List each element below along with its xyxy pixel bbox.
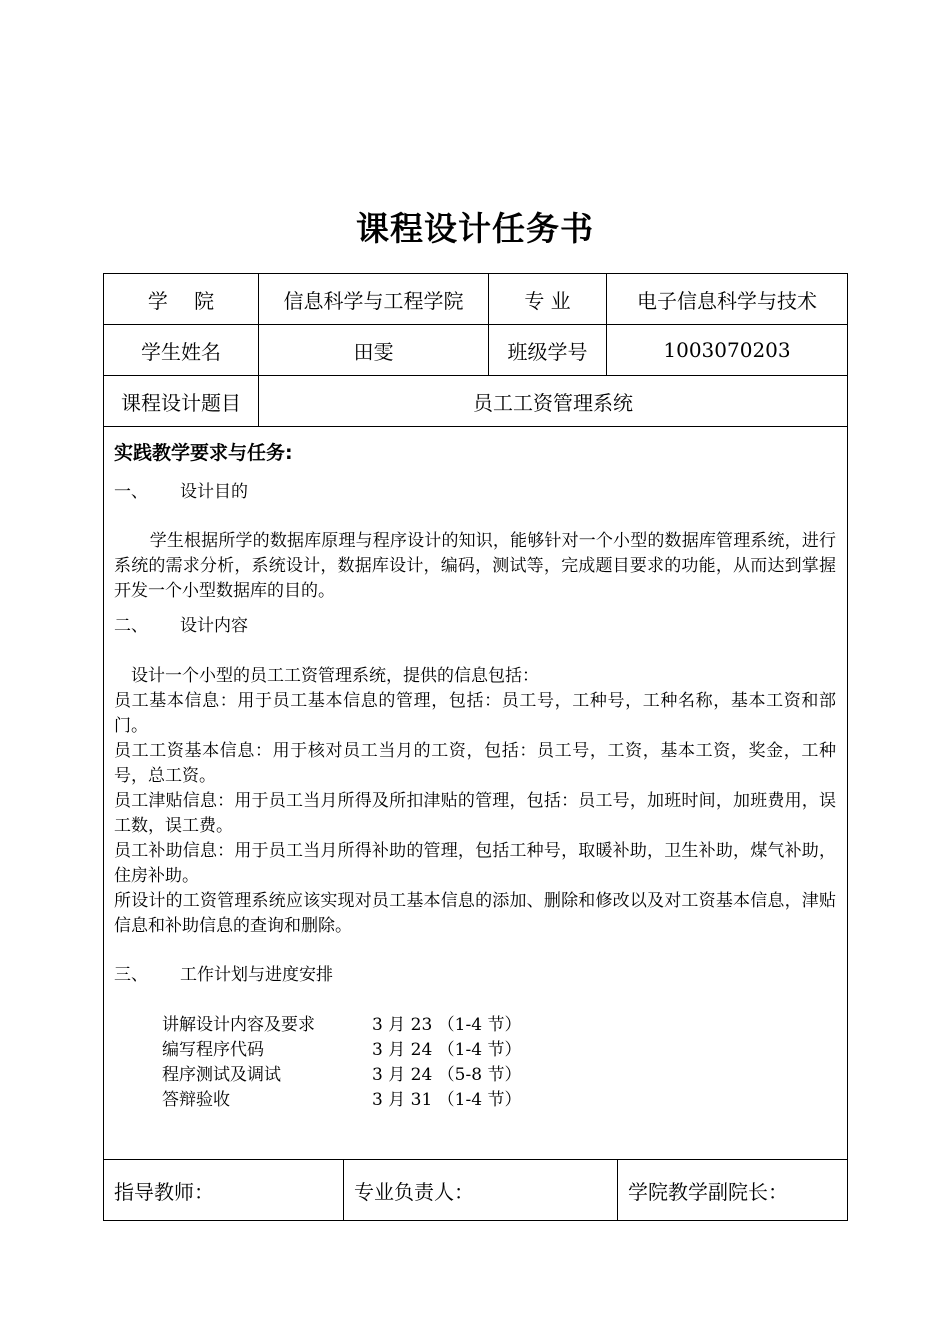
schedule-item <box>162 1038 521 1063</box>
section-2-title: 设计内容 <box>180 616 248 636</box>
section-3-heading <box>114 963 333 988</box>
name-value: 田雯 <box>259 325 489 376</box>
vice-dean-signature: 学院教学副院长： <box>618 1160 848 1221</box>
schedule-date: 3 月 24 （5-8 节） <box>372 1065 522 1085</box>
topic-row <box>104 376 848 427</box>
section-2-item-2: 员工工资基本信息：用于核对员工当月的工资，包括：员工号，工资，基本工资，奖金，工种号，总工资。 <box>114 741 836 786</box>
section-2-heading <box>114 614 248 639</box>
requirements-heading: 实践教学要求与任务: <box>114 442 293 464</box>
class-value: 1003070203 <box>607 325 848 376</box>
topic-label: 课程设计题目 <box>104 376 259 427</box>
schedule-date: 3 月 23 （1-4 节） <box>372 1015 522 1035</box>
signature-row <box>104 1160 848 1221</box>
section-1-heading <box>114 480 248 505</box>
schedule-item <box>162 1063 521 1088</box>
major-head-signature: 专业负责人： <box>344 1160 618 1221</box>
section-3-number: 三、 <box>114 965 148 985</box>
student-row <box>104 325 848 376</box>
schedule-task: 编写程序代码 <box>162 1040 264 1060</box>
document-title: 课程设计任务书 <box>356 209 594 248</box>
topic-value: 员工工资管理系统 <box>259 376 848 427</box>
schedule-task: 讲解设计内容及要求 <box>162 1015 315 1035</box>
college-row <box>104 274 848 325</box>
schedule-date: 3 月 24 （1-4 节） <box>372 1040 522 1060</box>
section-1-title: 设计目的 <box>180 482 248 502</box>
schedule-date: 3 月 31 （1-4 节） <box>372 1090 522 1110</box>
schedule-item <box>162 1088 521 1113</box>
advisor-signature: 指导教师： <box>104 1160 344 1221</box>
task-form-table <box>103 273 848 1221</box>
section-3-title: 工作计划与进度安排 <box>180 965 333 985</box>
college-value: 信息科学与工程学院 <box>259 274 489 325</box>
major-value: 电子信息科学与技术 <box>607 274 848 325</box>
section-1-paragraph: 学生根据所学的数据库原理与程序设计的知识，能够针对一个小型的数据库管理系统，进行系统的需求分析，系统设计，数据库设计，编码，测试等，完成题目要求的功能，从而达到掌握开发一个小型数据库的目的。 <box>114 531 836 601</box>
class-label: 班级学号 <box>489 325 607 376</box>
section-2-item-5: 所设计的工资管理系统应该实现对员工基本信息的添加、删除和修改以及对工资基本信息，津贴信息和补助信息的查询和删除。 <box>114 891 836 936</box>
section-2-number: 二、 <box>114 616 148 636</box>
schedule-task: 程序测试及调试 <box>162 1065 281 1085</box>
name-label: 学生姓名 <box>104 325 259 376</box>
content-cell <box>104 427 848 1160</box>
schedule-item <box>162 1013 521 1038</box>
section-1-number: 一、 <box>114 482 148 502</box>
section-2-item-1: 员工基本信息：用于员工基本信息的管理，包括：员工号，工种号，工种名称，基本工资和部门。 <box>114 691 836 736</box>
section-2-intro: 设计一个小型的员工工资管理系统，提供的信息包括： <box>131 666 539 686</box>
college-label: 学 院 <box>104 274 259 325</box>
section-2-item-4: 员工补助信息：用于员工当月所得补助的管理，包括工种号，取暖补助，卫生补助，煤气补助，住房补助。 <box>114 841 836 886</box>
schedule-task: 答辩验收 <box>162 1090 230 1110</box>
content-row <box>104 427 848 1160</box>
section-2-item-3: 员工津贴信息：用于员工当月所得及所扣津贴的管理，包括：员工号，加班时间，加班费用，误工数，误工费。 <box>114 791 836 836</box>
schedule-list <box>162 1013 521 1113</box>
major-label: 专 业 <box>489 274 607 325</box>
